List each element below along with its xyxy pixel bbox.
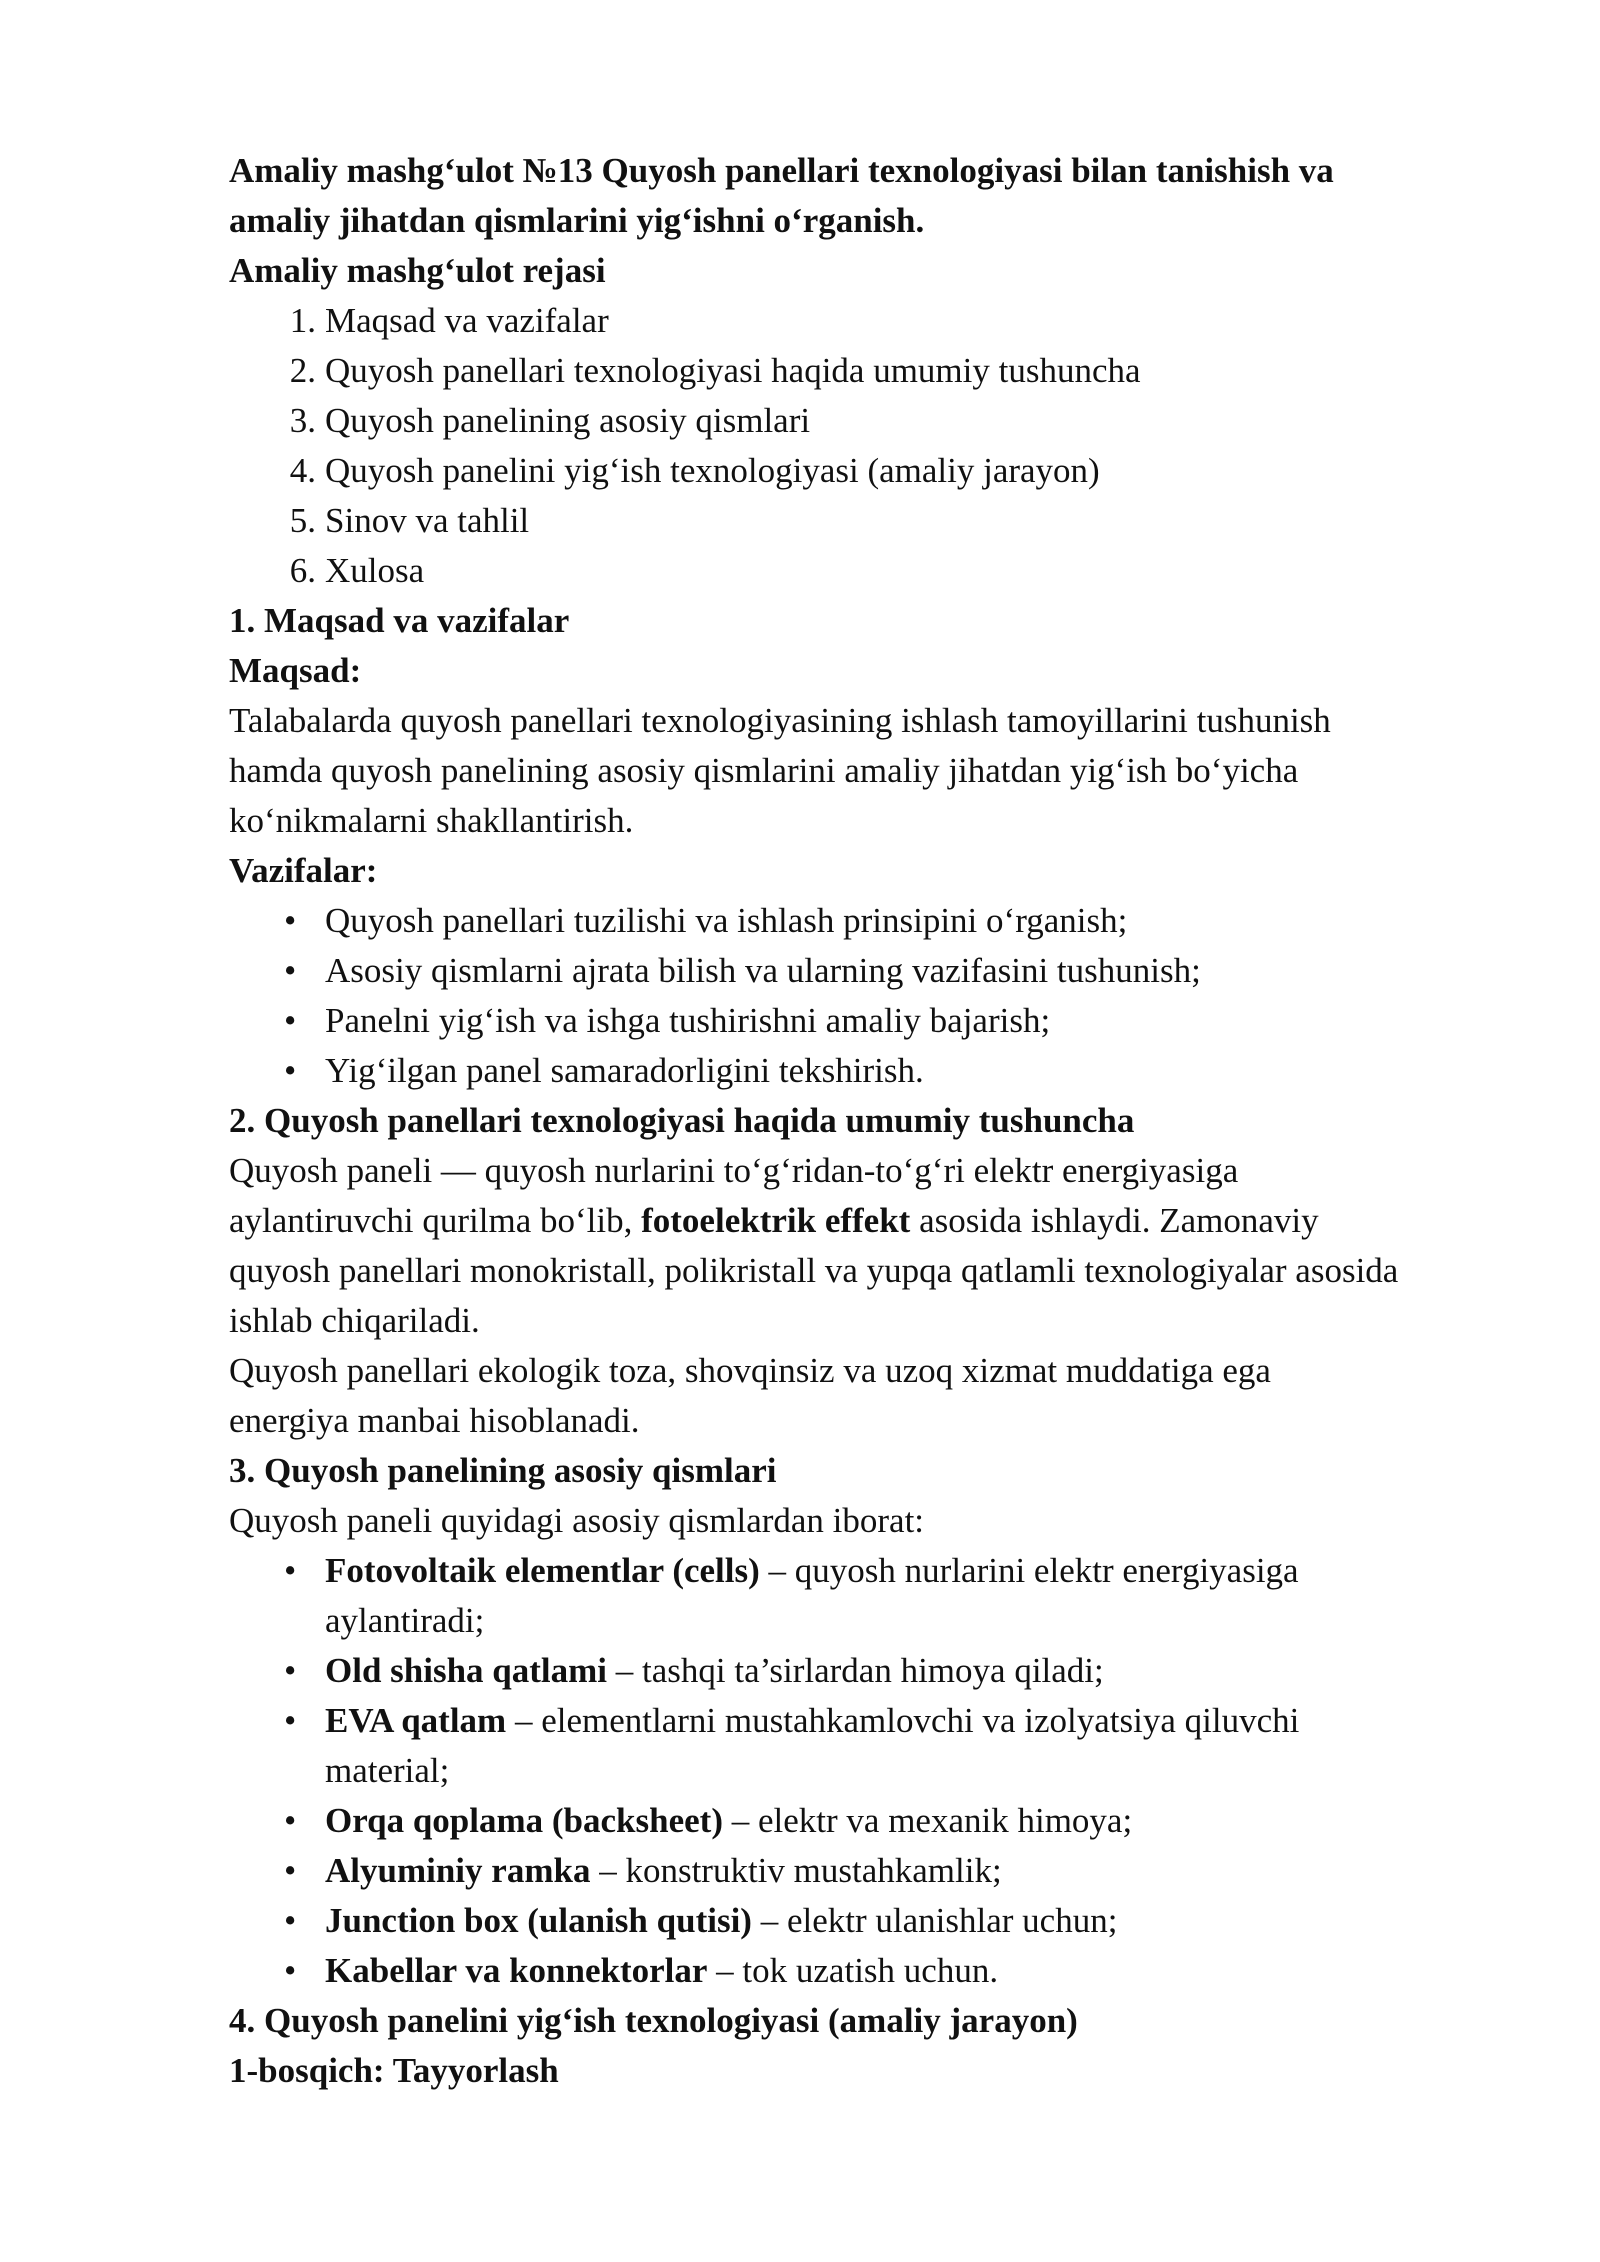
component-desc: – elektr va mexanik himoya; bbox=[723, 1801, 1133, 1840]
bullet-icon: • bbox=[284, 1901, 297, 1940]
document-page bbox=[229, 146, 1529, 2096]
plan-item-text: Sinov va tahlil bbox=[325, 501, 530, 540]
component-name: Old shisha qatlami bbox=[325, 1651, 608, 1690]
section-3-heading: 3. Quyosh panelining asosiy qismlari bbox=[229, 1451, 777, 1490]
plan-item-number: 5. bbox=[289, 501, 316, 540]
component-desc-cont: aylantiradi; bbox=[325, 1601, 485, 1640]
component-name: Fotovoltaik elementlar (cells) bbox=[325, 1551, 760, 1590]
section-2-text-line: Quyosh panellari ekologik toza, shovqinsiz va uzoq xizmat muddatiga ega bbox=[229, 1351, 1271, 1390]
bullet-icon: • bbox=[284, 1001, 297, 1040]
component-name: Kabellar va konnektorlar bbox=[325, 1951, 708, 1990]
section-2-text-line: energiya manbai hisoblanadi. bbox=[229, 1401, 640, 1440]
component-item bbox=[229, 1796, 1529, 1846]
text-run: aylantiruvchi qurilma bo‘lib, bbox=[229, 1201, 642, 1240]
plan-heading: Amaliy mashg‘ulot rejasi bbox=[229, 251, 606, 290]
component-desc: – konstruktiv mustahkamlik; bbox=[590, 1851, 1002, 1890]
task-item bbox=[229, 1046, 1529, 1096]
component-item bbox=[229, 1896, 1529, 1946]
plan-item-number: 1. bbox=[289, 301, 316, 340]
bullet-icon: • bbox=[284, 1801, 297, 1840]
step-1-heading: 1-bosqich: Tayyorlash bbox=[229, 2051, 559, 2090]
plan-item-number: 4. bbox=[289, 451, 316, 490]
goal-text-line: Talabalarda quyosh panellari texnologiyasining ishlash tamoyillarini tushunish bbox=[229, 701, 1331, 740]
tasks-label: Vazifalar: bbox=[229, 851, 378, 890]
plan-item-number: 3. bbox=[289, 401, 316, 440]
section-2-text-line: quyosh panellari monokristall, polikristall va yupqa qatlamli texnologiyalar asosida bbox=[229, 1251, 1399, 1290]
task-item bbox=[229, 946, 1529, 996]
tasks-list bbox=[229, 896, 1529, 1096]
component-name: Junction box (ulanish qutisi) bbox=[325, 1901, 752, 1940]
plan-item-text: Quyosh panelini yig‘ish texnologiyasi (amaliy jarayon) bbox=[325, 451, 1100, 490]
plan-item bbox=[229, 396, 1529, 446]
plan-item-number: 6. bbox=[289, 551, 316, 590]
plan-item bbox=[229, 346, 1529, 396]
task-text: Quyosh panellari tuzilishi va ishlash prinsipini o‘rganish; bbox=[325, 901, 1128, 940]
plan-item-text: Xulosa bbox=[325, 551, 425, 590]
component-item bbox=[229, 1646, 1529, 1696]
task-text: Panelni yig‘ish va ishga tushirishni amaliy bajarish; bbox=[325, 1001, 1051, 1040]
goal-text-line: ko‘nikmalarni shakllantirish. bbox=[229, 801, 634, 840]
components-list bbox=[229, 1546, 1529, 1996]
task-text: Yig‘ilgan panel samaradorligini tekshirish. bbox=[325, 1051, 924, 1090]
plan-item-number: 2. bbox=[289, 351, 316, 390]
section-1-heading: 1. Maqsad va vazifalar bbox=[229, 601, 570, 640]
plan-item bbox=[229, 496, 1529, 546]
bullet-icon: • bbox=[284, 1551, 297, 1590]
bullet-icon: • bbox=[284, 1651, 297, 1690]
component-item bbox=[229, 1696, 1529, 1796]
section-2-text-line: Quyosh paneli — quyosh nurlarini to‘g‘ridan-to‘g‘ri elektr energiyasiga bbox=[229, 1151, 1239, 1190]
section-2-text-line: ishlab chiqariladi. bbox=[229, 1301, 480, 1340]
component-item bbox=[229, 1946, 1529, 1996]
component-desc: – tok uzatish uchun. bbox=[707, 1951, 999, 1990]
text-run: asosida ishlaydi. Zamonaviy bbox=[910, 1201, 1319, 1240]
task-text: Asosiy qismlarni ajrata bilish va ularning vazifasini tushunish; bbox=[325, 951, 1201, 990]
component-desc: – elektr ulanishlar uchun; bbox=[751, 1901, 1118, 1940]
goal-text-line: hamda quyosh panelining asosiy qismlarini amaliy jihatdan yig‘ish bo‘yicha bbox=[229, 751, 1299, 790]
component-name: Alyuminiy ramka bbox=[325, 1851, 591, 1890]
plan-item bbox=[229, 296, 1529, 346]
section-4-heading: 4. Quyosh panelini yig‘ish texnologiyasi (amaliy jarayon) bbox=[229, 2001, 1078, 2040]
document-title-line-1: Amaliy mashg‘ulot №13 Quyosh panellari texnologiyasi bilan tanishish va bbox=[229, 151, 1334, 190]
component-name: Orqa qoplama (backsheet) bbox=[325, 1801, 723, 1840]
task-item bbox=[229, 896, 1529, 946]
task-item bbox=[229, 996, 1529, 1046]
section-2-heading: 2. Quyosh panellari texnologiyasi haqida umumiy tushuncha bbox=[229, 1101, 1135, 1140]
plan-item-text: Maqsad va vazifalar bbox=[325, 301, 609, 340]
plan-list bbox=[229, 296, 1529, 596]
component-desc-cont: material; bbox=[325, 1751, 450, 1790]
goal-label: Maqsad: bbox=[229, 651, 362, 690]
bullet-icon: • bbox=[284, 1701, 297, 1740]
document-title-line-2: amaliy jihatdan qismlarini yig‘ishni o‘rganish. bbox=[229, 201, 925, 240]
bullet-icon: • bbox=[284, 901, 297, 940]
component-item bbox=[229, 1546, 1529, 1646]
component-desc: – elementlarni mustahkamlovchi va izolyatsiya qiluvchi bbox=[506, 1701, 1300, 1740]
plan-item-text: Quyosh panellari texnologiyasi haqida umumiy tushuncha bbox=[325, 351, 1141, 390]
section-3-intro: Quyosh paneli quyidagi asosiy qismlardan iborat: bbox=[229, 1501, 925, 1540]
plan-item-text: Quyosh panelining asosiy qismlari bbox=[325, 401, 811, 440]
bullet-icon: • bbox=[284, 1951, 297, 1990]
component-desc: – tashqi ta’sirlardan himoya qiladi; bbox=[607, 1651, 1104, 1690]
bold-term: fotoelektrik effekt bbox=[641, 1201, 911, 1240]
component-item bbox=[229, 1846, 1529, 1896]
bullet-icon: • bbox=[284, 1051, 297, 1090]
bullet-icon: • bbox=[284, 1851, 297, 1890]
component-desc: – quyosh nurlarini elektr energiyasiga bbox=[759, 1551, 1299, 1590]
component-name: EVA qatlam bbox=[325, 1701, 507, 1740]
plan-item bbox=[229, 446, 1529, 496]
plan-item bbox=[229, 546, 1529, 596]
bullet-icon: • bbox=[284, 951, 297, 990]
section-2-text-line bbox=[229, 1196, 1529, 1246]
